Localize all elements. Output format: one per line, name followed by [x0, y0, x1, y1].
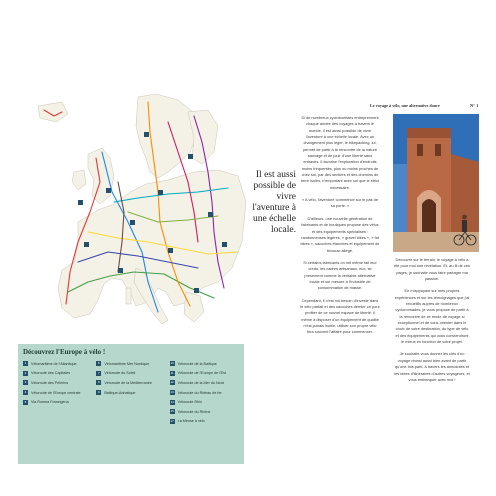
legend-item [170, 359, 239, 369]
legend-item-label: Véloroute du Soleil [104, 371, 136, 376]
paragraph: En m'appuyant sur mes propres expériences et sur les témoignages que j'ai recueillis auprès de nombreux cyclonomades, je vous propose de partir à la rencontre de ce mode de voyage si exceptionnel et de vous orienter dans le choix de votre destination, du type de vélo et des équipements qui vous conviendront le mieux en fonction de votre projet. [394, 288, 470, 345]
paragraph: Si certains fabricants on mit même fait leur credo, les cadres artisanaux, eux, se présentent comme la véritable alternative locale et sur mesure à l'industrie de consommation de masse. [303, 259, 377, 291]
legend-item-label: Véloroute de la Méditerranée [104, 380, 152, 385]
europe-cycle-route-map [18, 92, 248, 354]
paragraph: D'ailleurs, une nouvelle génération de fabricants et de boutiques propose des vélos et des équipements spécialisés : randonneuses légères, « gravel bikes », « fat bikes », sacoches étanches et équipement de bivouac allégé. [300, 215, 380, 253]
legend-item-label: Véloroute de la Mer du Nord [177, 380, 224, 385]
legend-column-middle [96, 359, 165, 426]
legend-item-label: La Meuse à vélo [177, 419, 205, 424]
route-number-badge: 17 [170, 418, 174, 423]
legend-item-label: Via Romea Francigena [31, 400, 69, 405]
legend-item-label: Véloroute de la Baltique [177, 361, 217, 366]
route-number-badge: 2 [24, 370, 27, 375]
legend-item [23, 359, 92, 369]
legend-item [23, 388, 92, 398]
legend-item-label: Véloroute du Rhône [177, 409, 211, 414]
route-number-badge: 9 [97, 390, 100, 395]
body-column-middle [300, 115, 380, 342]
legend-item [170, 388, 239, 398]
legend-item-label: Baltique-Adriatique [104, 390, 136, 395]
legend-column-right [170, 359, 239, 426]
route-number-badge: 10 [170, 361, 174, 366]
route-number-badge: 8 [97, 380, 100, 385]
paragraph: Je souhaite vous donner les clés d'un voyage réussi aussi bien avant de partir qu'une fois parti, à travers les anecdotes et les idées d'itinéraires d'autres voyageurs, et vous embarquer avec moi ! [394, 351, 470, 382]
legend-item [170, 417, 239, 427]
route-number-badge: 12 [170, 380, 174, 385]
page-number: N° 1 [470, 103, 479, 108]
legend-item-label: Véloroute Rhin [177, 400, 203, 405]
route-number-badge: 6 [97, 361, 100, 366]
legend-item [170, 407, 239, 417]
paragraph: « A vélo, l'aventure commence sur le pas de sa porte. » [301, 197, 378, 209]
legend-item [96, 378, 165, 388]
legend-item [96, 388, 165, 398]
legend-item [23, 397, 92, 407]
legend-column-left [23, 359, 92, 426]
legend-item [96, 359, 165, 369]
church-cyclist-photo [393, 114, 479, 252]
legend-item-label: Véloroute du Rideau de fer [177, 390, 222, 395]
legend-item [96, 369, 165, 379]
route-number-badge: 11 [170, 370, 174, 375]
legend-item [23, 369, 92, 379]
paragraph: Cependant, il n'est nul besoin d'investir dans le vélo parfait et des sacoches dernier cri pour profiter de ce nouvel espace de liberté. Il même à disposer d'un équipement de qualité n'est jamais inutile, utiliser son propre vélo fera souvent l'affaire pour commencer. [300, 297, 380, 335]
body-column-right [394, 257, 470, 389]
paragraph: Si de nombreux cyclotouristes entreprennent chaque année des voyages à travers le monde, il est aussi possible de vivre l'aventure à une échelle locale. Avec un changement plus léger, le bikepacking, lui, permet de partir à la rencontre de la nature sauvage et de jouir d'une liberté sans entraves. Il favorise l'exploration d'endroits moins fréquentés, plus ou moins proches de chez soi, par des sentiers et des chemins de terre isolés, n'emportant avec soi que le strict nécessaire. [301, 115, 379, 190]
legend-item-label: Véloroute de l'Europe de l'Est [177, 371, 227, 376]
route-number-badge: 15 [170, 409, 174, 414]
legend-item-label: Vélomaritime de l'Atlantique [31, 361, 77, 366]
paragraph: Découvrir sur le terrain, le voyage à vélo a été pour moi une révélation. Et, au fil de ces pages, je souhaite vous faire partager ma passion. [394, 257, 470, 282]
route-number-badge: 5 [24, 399, 27, 404]
route-number-badge: 1 [24, 361, 27, 366]
running-header: Le voyage à vélo, une alternative douce [370, 103, 440, 108]
route-number-badge: 13 [170, 390, 174, 395]
legend-item [170, 397, 239, 407]
pull-quote: Il est aussi possible de vivre l'aventure à une échelle locale. [252, 170, 296, 235]
legend-title: Découvrez l'Europe à vélo ! [23, 348, 106, 356]
legend-item-label: Véloroute des Pèlerins [31, 380, 69, 385]
route-number-badge: 4 [24, 390, 27, 395]
route-number-badge: 7 [97, 370, 100, 375]
route-number-badge: 3 [24, 380, 27, 385]
legend-item-label: Vélomaritime Mer Nordique [104, 361, 150, 366]
legend-item-label: Véloroute des Capitales [31, 371, 71, 376]
map-legend [18, 344, 244, 464]
legend-item-label: Véloroute de l'Europe centrale [31, 390, 81, 395]
legend-item [23, 378, 92, 388]
route-number-badge: 14 [170, 399, 174, 404]
legend-item [170, 378, 239, 388]
legend-item [170, 369, 239, 379]
